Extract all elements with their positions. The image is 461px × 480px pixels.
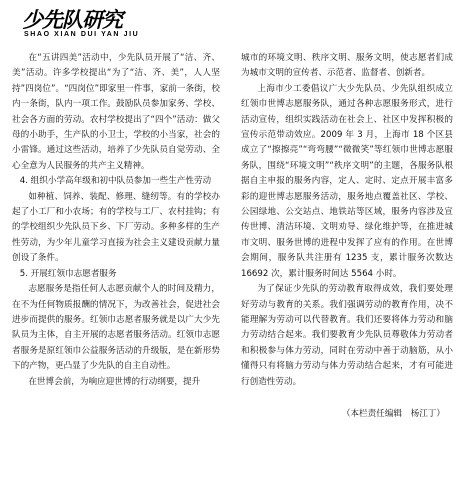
paragraph: 上海市少工委倡议广大少先队员、少先队组织成立红领巾世博志愿服务队，通过各种志愿服务形式，进行活动宣传，组织实践活动在社会上、社区中发挥积极的宣传示范带动效应。2009 年 3 月，上海市 18 个区县成立了“擦擦亮”“弯弯腰”“微微笑”等红领巾世博志愿服务队，围绕“环境文明”“秩序文明”的主题，各服务队根据自主申报的服务内容，定人、定时、定点开展丰富多彩的迎世博志愿服务活动，服务地点覆盖社区、学校、公园绿地、公交站点、地铁站等区域，服务内容涉及宣传世博、清洁环境、文明劝导、绿化维护等，在推进城市文明、服务世博的进程中发挥了应有的作用。在世博会期间，服务队共注册有 1235 支，累计服务次数达 16692 次，累计服务时间达 5564 小时。 bbox=[241, 83, 453, 279]
paragraph: 在“五讲四美”活动中，少先队员开展了“洁、齐、美”活动。许多学校提出“为了“洁、齐、美”，人人坚持”四岗位”。“四岗位”即家里一件事，家前一条街，校内一条街，队内一项工作。鼓励队员参加家务、学校、社会各方面的劳动。农村学校提出了“四个”活动：做父母的小助手，生产队的小卫士，学校的小当家，社会的小雷锋。通过这些活动，培养了少先队员自觉劳动、全心全意为人民服务的共产主义精神。 bbox=[12, 53, 220, 171]
column-divider bbox=[230, 55, 231, 465]
paragraph: 城市的环境文明、秩序文明、服务文明，使志愿者们成为城市文明的宣传者、示范者、监督者、创新者。 bbox=[241, 53, 453, 79]
right-column bbox=[241, 51, 453, 422]
left-column bbox=[12, 51, 220, 390]
brand-pinyin: SHAO XIAN DUI YAN JIU bbox=[24, 31, 140, 38]
paragraph: 在世博会前，为响应迎世博的行动纲要，提升 bbox=[28, 376, 201, 387]
paragraph: 志愿服务是指任何人志愿贡献个人的时间及精力，在不为任何物质报酬的情况下，为改善社会，促进社会进步而提供的服务。红领巾志愿者服务就是以广大少先队员为主体，自主开展的志愿者服务活动。红领巾志愿者服务是原红领巾公益服务活动的升级版，是在新形势下的产物，更凸显了少先队的自主自动性。 bbox=[12, 284, 220, 372]
section-heading: 5. 开展红领巾志愿者服务 bbox=[19, 268, 117, 279]
editor-signature: （本栏责任编辑 杨江丁） bbox=[341, 408, 445, 419]
page-header bbox=[0, 0, 461, 44]
brand-logo: 少先队研究 bbox=[22, 7, 122, 32]
paragraph: 为了保证少先队的劳动教育取得成效，我们要处理好劳动与教育的关系。我们强调劳动的教育作用，决不能理解为劳动可以代替教育。我们还要将体力劳动和脑力劳动结合起来。我们要教育少先队员尊敬体力劳动者和积极参与体力劳动，同时在劳动中善于动脑筋，从小懂得只有将脑力劳动与体力劳动结合起来，才有可能进行创造性劳动。 bbox=[241, 284, 453, 387]
section-heading: 4. 组织小学高年级和初中队员参加一些生产性劳动 bbox=[19, 176, 212, 187]
paragraph: 如种植、饲养、装配、修理、缝纫等。有的学校办起了小工厂和小农场；有的学校与工厂、农村挂钩；有的学校组织少先队员下乡、下厂劳动。多种多样的生产性劳动，为少年儿童学习直接为社会主义建设贡献力量创设了条件。 bbox=[12, 191, 220, 264]
